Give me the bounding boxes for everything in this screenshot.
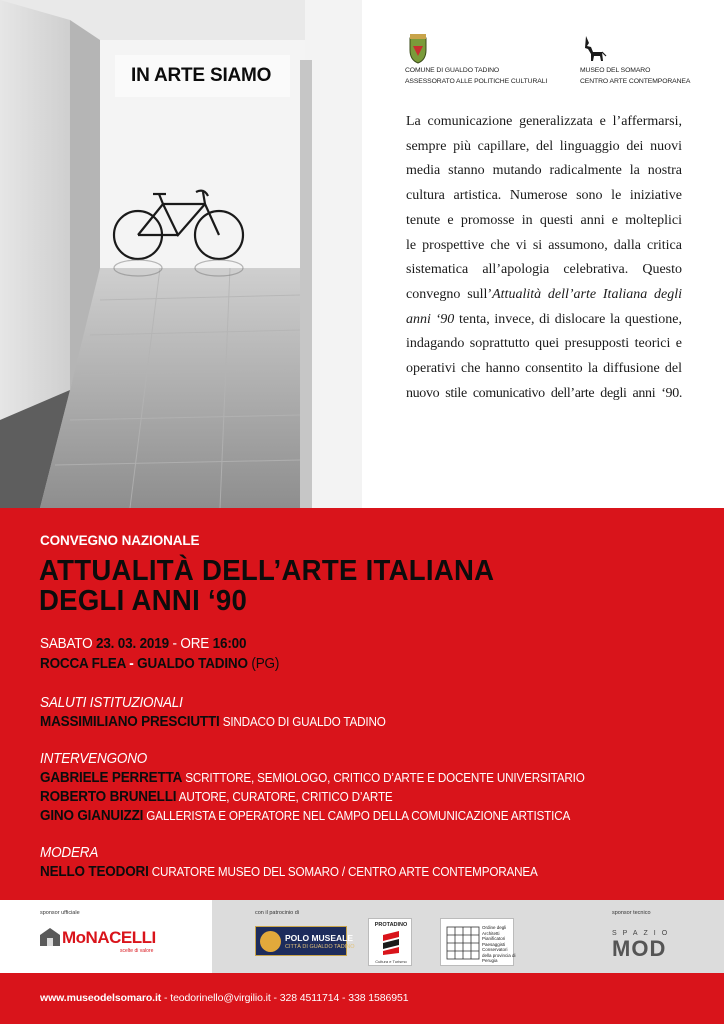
monacelli-tagline: scelte di valore (120, 948, 154, 954)
polo-subtitle: CITTÀ DI GUALDO TADINO (285, 944, 355, 950)
speaker-role: AUTORE, CURATORE, CRITICO D’ARTE (176, 789, 393, 804)
intro-line: nuovo stile comunicativo dell’arte degli anni ‘90. (406, 385, 682, 401)
comune-line2: ASSESSORATO ALLE POLITICHE CULTURALI (405, 78, 548, 85)
intro-line (406, 308, 682, 333)
event-label: CONVEGNO NAZIONALE (40, 533, 200, 548)
museo-line1: MUSEO DEL SOMARO (580, 67, 651, 74)
contact-details: - teodorinello@virgilio.it - 328 4511714 - 338 1586951 (161, 992, 409, 1004)
speaker-line (40, 807, 570, 824)
donkey-icon (582, 34, 608, 64)
date-prefix: SABATO (40, 635, 97, 652)
speaker-role: GALLERISTA E OPERATORE NEL CAMPO DELLA COMUNICAZIONE ARTISTICA (143, 808, 571, 823)
modera-label: MODERA (40, 844, 99, 861)
footer-contacts (40, 992, 408, 1004)
time-prefix: - ORE (168, 635, 213, 652)
modera-line (40, 863, 538, 880)
saluti-line (40, 713, 386, 730)
museo-logo (580, 34, 690, 86)
protadino-tagline: Cultura e Turismo (375, 959, 407, 964)
intro-line: La comunicazione generalizzata e l’affermarsi, (406, 114, 682, 129)
event-province: (PG) (247, 655, 280, 672)
speaker-role: SCRITTORE, SEMIOLOGO, CRITICO D’ARTE E DOCENTE UNIVERSITARIO (182, 770, 585, 785)
event-title-line2: DEGLI ANNI ‘90 (39, 585, 248, 617)
intro-line: operativi che hanno consentito la diffusione del (406, 361, 682, 377)
event-date: 23. 03. 2019 (96, 635, 169, 652)
speaker-name: GABRIELE PERRETTA (40, 769, 183, 786)
technical-sponsor-label: sponsor tecnico (612, 910, 651, 916)
saluti-label: SALUTI ISTITUZIONALI (40, 694, 183, 711)
photo-sign: IN ARTE SIAMO (115, 55, 290, 97)
spazio-top: SPAZIO (612, 930, 674, 937)
event-panel (0, 508, 724, 900)
intro-text-pre: convegno sull’ (406, 286, 493, 302)
architetti-text: Ordine degli Architetti Pianificatori Paesaggisti Conservatori della provincia di Perugia (482, 925, 516, 963)
saluti-name: MASSIMILIANO PRESCIUTTI (40, 713, 220, 730)
intro-line: le prospettive che vi si assumono, dalla critica (406, 237, 682, 253)
intro-text-post: tenta, invece, di dislocare la questione, (454, 311, 682, 327)
speaker-line (40, 788, 393, 805)
architects-grid-icon (446, 926, 480, 960)
intervengono-label: INTERVENGONO (40, 750, 148, 767)
event-venue-line (40, 655, 279, 672)
house-icon (40, 928, 60, 946)
patrocinio-label: con il patrocinio di (255, 910, 300, 916)
intro-line: indagando soprattutto quei presupposti teorici e (406, 336, 682, 352)
moderator-name: NELLO TEODORI (40, 863, 149, 880)
event-city: GUALDO TADINO (137, 655, 248, 672)
monacelli-name: MoNACELLI (62, 928, 156, 947)
venue-separator: - (125, 655, 138, 672)
architetti-logo (440, 918, 514, 966)
tower-icon (383, 931, 399, 955)
event-venue: ROCCA FLEA (40, 655, 126, 672)
saluti-role: SINDACO DI GUALDO TADINO (219, 714, 386, 729)
spazio-mod-logo (612, 930, 673, 962)
polo-title: POLO MUSEALE (285, 933, 354, 943)
intro-italic-title: anni ‘90 (406, 311, 455, 327)
intro-italic-title: Attualità dell’arte Italiana degli (492, 286, 682, 302)
event-title (39, 556, 494, 616)
event-title-line1: ATTUALITÀ DELL’ARTE ITALIANA (39, 555, 495, 587)
spazio-bottom: MOD (612, 936, 667, 961)
museo-line2: CENTRO ARTE CONTEMPORANEA (580, 78, 691, 85)
footer-bar (0, 973, 724, 1024)
moderator-role: CURATORE MUSEO DEL SOMARO / CENTRO ARTE CONTEMPORANEA (148, 864, 538, 879)
speaker-line (40, 769, 585, 786)
comune-line1: COMUNE DI GUALDO TADINO (405, 67, 500, 74)
intro-line (406, 283, 682, 308)
sponsor-strip (0, 900, 724, 973)
website-link[interactable]: www.museodelsomaro.it (40, 992, 162, 1004)
speaker-name: ROBERTO BRUNELLI (40, 788, 177, 805)
coat-of-arms-icon (407, 34, 429, 64)
intro-line: sempre più capillare, del linguaggio dei nuovi (406, 138, 682, 154)
protadino-name: PROTADINO (374, 922, 408, 928)
intro-line: tenute e promosse in questi anni e molteplici (406, 212, 682, 228)
event-date-line (40, 635, 246, 652)
intro-line: sistematica all’apologia celebrativa. Questo (406, 262, 682, 278)
comune-logo (405, 34, 547, 86)
official-sponsor-label: sponsor ufficiale (40, 910, 80, 916)
speaker-name: GINO GIANUIZZI (40, 807, 144, 824)
event-time: 16:00 (212, 635, 247, 652)
polo-emblem-icon (260, 931, 281, 952)
hero-photo (0, 0, 362, 508)
intro-paragraph (406, 110, 682, 406)
polo-museale-logo (255, 926, 355, 956)
protadino-logo (368, 918, 412, 966)
intro-line: cultura artistica. Numerose sono le iniziative (406, 188, 682, 204)
intro-line: media stanno mutando radicalmente la nostra (406, 163, 682, 179)
